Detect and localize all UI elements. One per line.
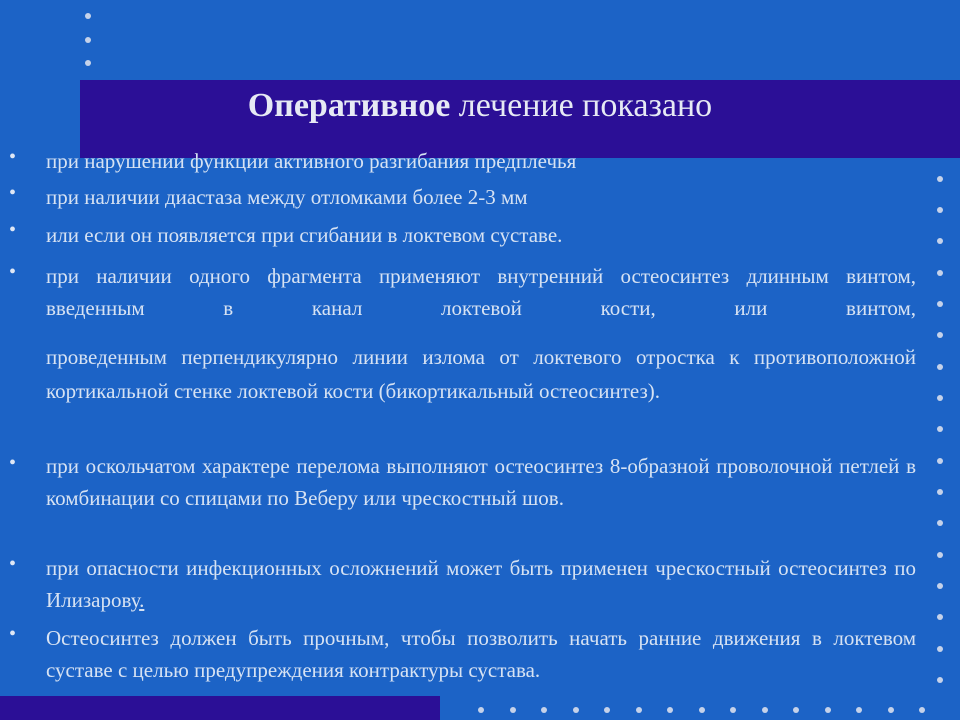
bullet-item-tail: . bbox=[139, 588, 145, 612]
bullet-marker: • bbox=[9, 623, 17, 645]
bullet-item: при нарушении функции активного разгибания предплечья bbox=[46, 149, 577, 173]
bullet-marker: • bbox=[9, 219, 17, 241]
slide-title-bold: Оперативное bbox=[247, 87, 451, 124]
slide-title-rest: лечение показано bbox=[450, 87, 713, 124]
bullet-marker: • bbox=[9, 261, 17, 283]
bullet-item: при наличии диастаза между отломками более 2-3 мм bbox=[46, 185, 528, 209]
bullet-marker: • bbox=[9, 182, 17, 204]
bullet-marker: • bbox=[9, 146, 17, 168]
bullet-item: или если он появляется при сгибании в локтевом суставе. bbox=[46, 223, 563, 247]
bullet-item: Остеосинтез должен быть прочным, чтобы позволить начать ранние движения в локтевом суставе с целью предупреждения контрактуры сустава. bbox=[46, 626, 916, 682]
bullet-item: при наличии одного фрагмента применяют внутренний остеосинтез длинным винтом, введенным в канал локтевой кости, или винтом, bbox=[46, 264, 916, 320]
bullet-item-text: при опасности инфекционных осложнений может быть применен чрескостный остеосинтез по Илизарову bbox=[46, 556, 916, 612]
bullet-item bbox=[46, 552, 916, 616]
bullet-marker: • bbox=[9, 452, 17, 474]
bullet-item: при оскольчатом характере перелома выполняют остеосинтез 8-образной проволочной петлей в комбинации со спицами по Веберу или чрескостный шов. bbox=[46, 454, 916, 510]
bullet-item-continuation: проведенным перпендикулярно линии излома от локтевого отростка к противоположной кортикальной стенке локтевой кости (бикортикальный остеосинтез). bbox=[46, 345, 916, 403]
bullet-marker: • bbox=[9, 553, 17, 575]
